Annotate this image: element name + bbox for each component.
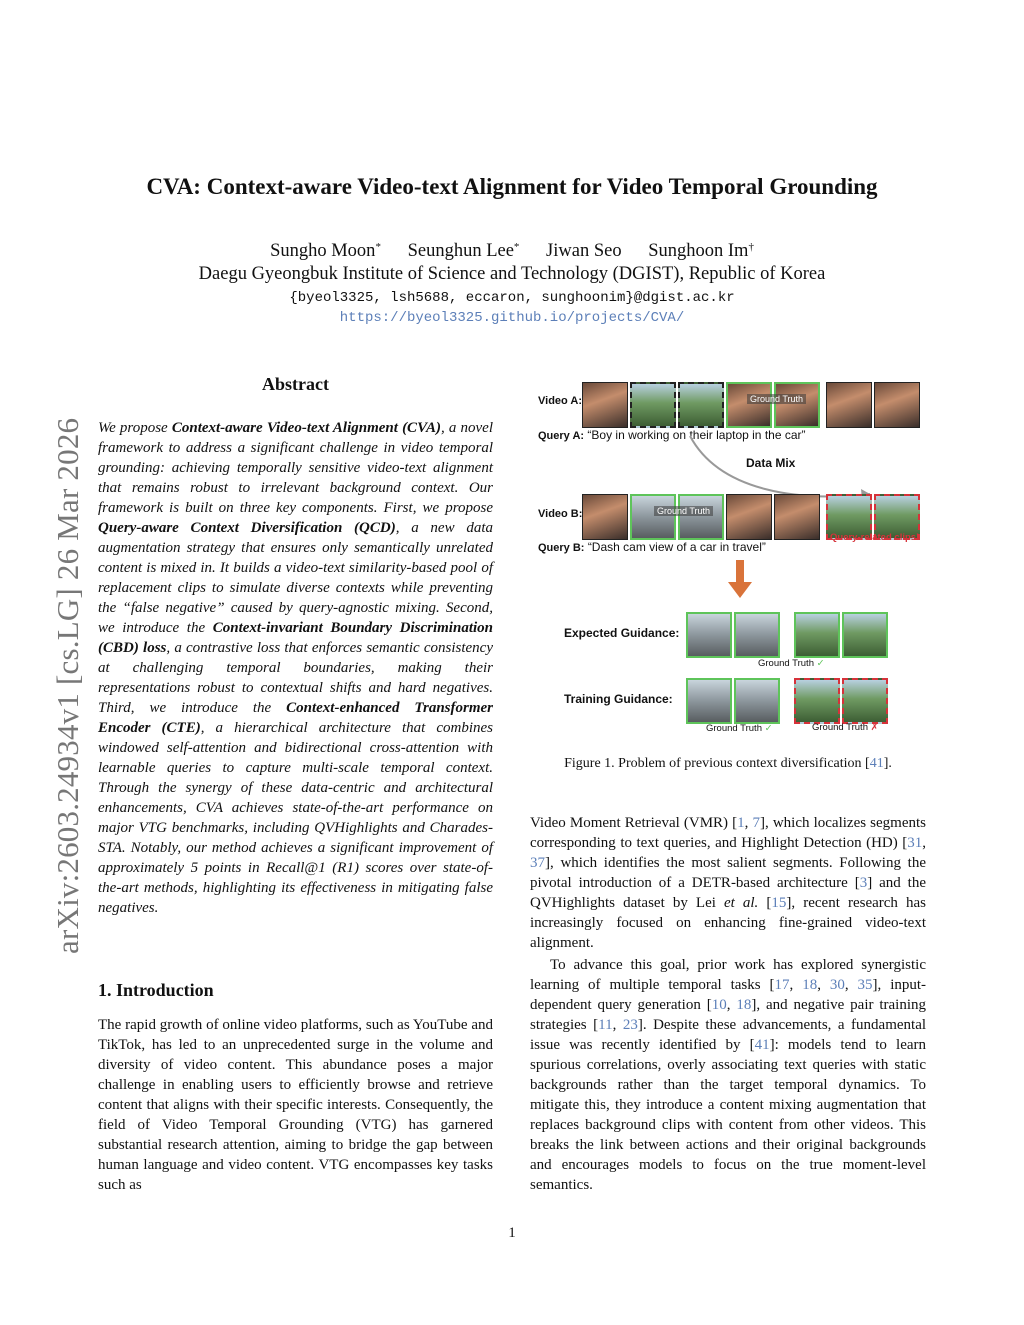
query-related-frame [794, 678, 840, 724]
author: Sungho Moon* [270, 241, 381, 261]
citation-link[interactable]: 3 [859, 875, 868, 891]
project-link[interactable]: https://byeol3325.github.io/projects/CVA/ [339, 310, 685, 326]
video-frame [874, 382, 920, 428]
citation-link[interactable]: 10 [711, 997, 727, 1013]
citation-link[interactable]: 17 [774, 977, 790, 993]
citation-link[interactable]: 31 [907, 835, 923, 851]
author-list [0, 241, 1024, 262]
right-column-body [530, 813, 926, 1195]
figure-caption: Figure 1. Problem of previous context diversification [41]. [564, 756, 892, 771]
video-frame [630, 382, 676, 428]
author: Seunghun Lee* [407, 241, 520, 261]
citation-link[interactable]: 18 [736, 997, 752, 1013]
ground-truth-frame [734, 678, 780, 724]
citation-link[interactable]: 1 [737, 815, 745, 831]
video-frame [774, 494, 820, 540]
video-frame [678, 382, 724, 428]
data-mix-label: Data Mix [746, 456, 796, 470]
ground-truth-frame [686, 678, 732, 724]
video-frame [582, 382, 628, 428]
paragraph: To advance this goal, prior work has explored synergistic learning of multiple temporal tasks [17, 18, 30, 35], input-dependent query generation [10, 18], and negative pair training strategies [11, 23]. Despite these advancements, a fundamental issue was recently identified by [41]: models tend to learn spurious correlations, overly associating text queries with static backgrounds rather than the target temporal dynamics. To mitigate this, they introduce a content mixing augmentation that replaces background clips with content from other videos. This breaks the link between actions and their original backgrounds and encourages models to focus on the true moment-level semantics. [530, 957, 927, 1193]
ground-truth-check: Ground Truth ✓ [758, 658, 825, 669]
citation-link[interactable]: 15 [771, 895, 787, 911]
ground-truth-frame [630, 494, 676, 540]
ground-truth-frame [794, 612, 840, 658]
query-b: Query B: “Dash cam view of a car in travel” [538, 540, 766, 554]
video-a-label: Video A: [538, 395, 583, 407]
paragraph: Video Moment Retrieval (VMR) [1, 7], which localizes segments corresponding to text queries, and Highlight Detection (HD) [31, 37], which identifies the most salient segments. Following the pivotal introduction of a DETR-based architecture [3] and the QVHighlights dataset by Lei et al. [15], recent research has increasingly focused on enhancing fine-grained video-text alignment. [530, 815, 927, 951]
ground-truth-tag: Ground Truth [747, 394, 806, 404]
citation-link[interactable]: 23 [622, 1017, 638, 1033]
video-b-label: Video B: [538, 508, 583, 520]
ground-truth-check: Ground Truth ✓ [706, 723, 773, 734]
abstract-body: We propose Context-aware Video-text Alignment (CVA), a novel framework to address a significant challenge in video temporal grounding: achieving temporally sensitive video-text alignment that remains robust to irrelevant background context. Our framework is built on three key components. First, we propose Query-aware Context Diversification (QCD), a new data augmentation strategy that ensures only semantically unrelated content is mixed in. It builds a video-text similarity-based pool of replacement clips to simulate diverse contexts while preventing the “false negative” caused by query-agnostic mixing. Second, we introduce the Context-invariant Boundary Discrimination (CBD) loss, a contrastive loss that enforces semantic consistency at challenging temporal boundaries, making their representations robust to contextual shifts and hard negatives. Third, we introduce the Context-enhanced Transformer Encoder (CTE), a hierarchical architecture that combines windowed self-attention and bidirectional cross-attention with learnable queries to capture multi-scale temporal context. Through the synergy of these data-centric and architectural enhancements, CVA achieves state-of-the-art performance on major VTG benchmarks, including QVHighlights and Charades-STA. Notably, our method achieves a significant improvement of approximately 5 points in Recall@1 (R1) scores over state-of-the-art methods, highlighting its effectiveness in mitigating false negatives. [98, 420, 493, 916]
section-heading-introduction: 1. Introduction [98, 980, 214, 1000]
page-number: 1 [508, 1225, 516, 1241]
ground-truth-frame [774, 382, 820, 428]
expected-guidance-label: Expected Guidance: [564, 626, 680, 640]
query-related-label: Query-related clips! [830, 532, 920, 543]
author-emails: {byeol3325, lsh5688, eccaron, sunghoonim}@dgist.ac.kr [289, 290, 735, 306]
ground-truth-tag: Ground Truth [654, 506, 713, 516]
citation-link[interactable]: 11 [598, 1017, 613, 1033]
down-arrow [728, 560, 752, 600]
affiliation: Daegu Gyeongbuk Institute of Science and Technology (DGIST), Republic of Korea [198, 264, 826, 284]
abstract-heading: Abstract [262, 374, 329, 394]
citation-link[interactable]: 7 [752, 815, 760, 831]
citation-link[interactable]: 30 [829, 977, 845, 993]
citation-link[interactable]: 41 [754, 1037, 770, 1053]
video-frame [726, 494, 772, 540]
query-related-frame [842, 678, 888, 724]
ground-truth-frame [686, 612, 732, 658]
citation-link[interactable]: 37 [530, 855, 545, 871]
query-a: Query A: “Boy in working on their laptop in the car” [538, 428, 806, 442]
figure-1 [530, 370, 930, 790]
citation-link[interactable]: 35 [857, 977, 873, 993]
arxiv-stamp: arXiv:2603.24934v1 [cs.LG] 26 Mar 2026 [50, 417, 85, 954]
ground-truth-cross: Ground Truth ✗ [812, 722, 879, 733]
ground-truth-frame [734, 612, 780, 658]
video-frame [582, 494, 628, 540]
video-frame [826, 382, 872, 428]
introduction-body: The rapid growth of online video platforms, such as YouTube and TikTok, has led to an unprecedented surge in the volume and diversity of video content. This abundance poses a major challenge in enabling users to efficiently browse and retrieve content that aligns with their specific interests. Consequently, the field of Video Temporal Grounding (VTG) has garnered substantial research attention, aiming to bridge the gap between human language and video content. VTG encompasses key tasks such as [98, 1017, 493, 1193]
ground-truth-frame [678, 494, 724, 540]
citation-link[interactable]: 18 [802, 977, 818, 993]
ground-truth-frame [842, 612, 888, 658]
training-guidance-label: Training Guidance: [564, 692, 673, 706]
paper-title: CVA: Context-aware Video-text Alignment for Video Temporal Grounding [146, 174, 878, 199]
ground-truth-frame [726, 382, 772, 428]
author: Sunghoon Im† [648, 241, 754, 261]
author: Jiwan Seo [546, 241, 622, 261]
